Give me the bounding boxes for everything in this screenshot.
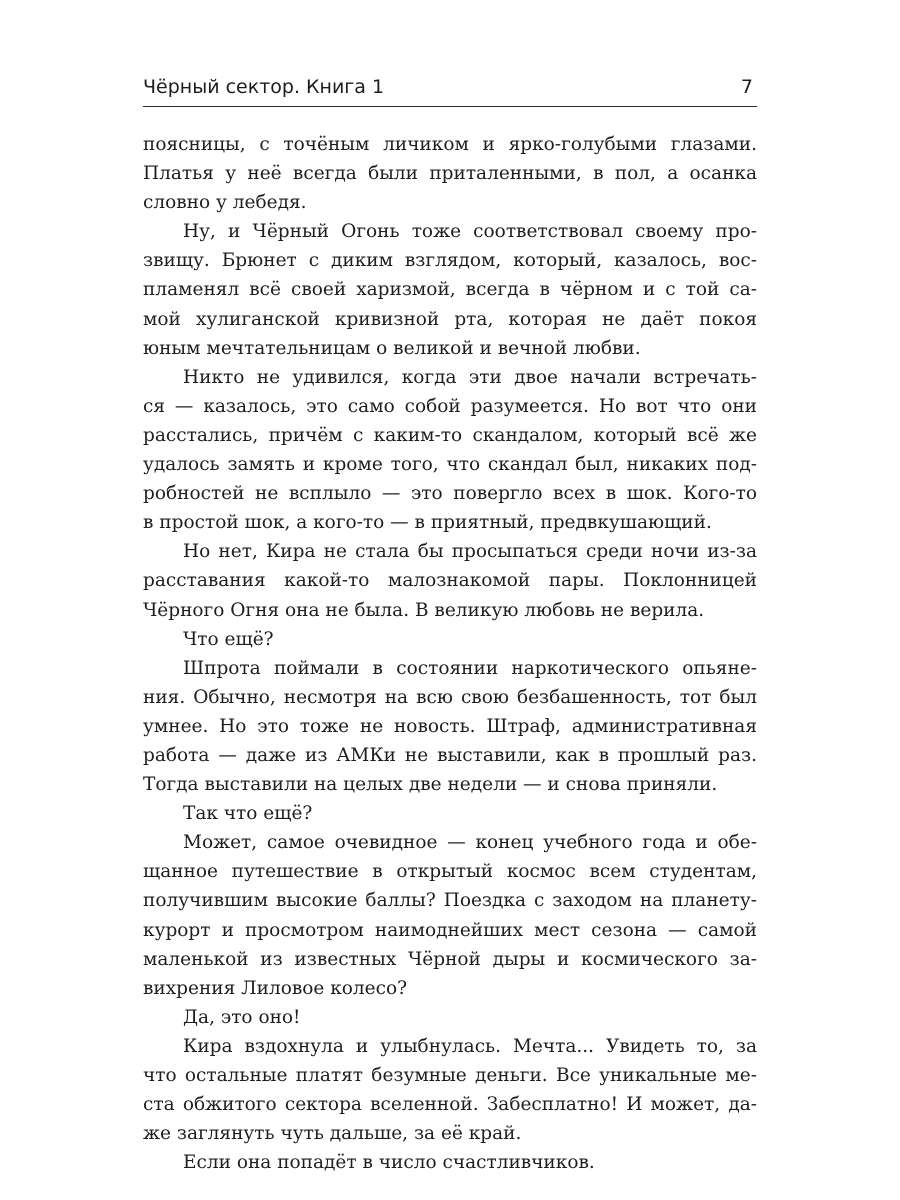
text-line: Тогда выставили на целых две недели — и снова приняли. <box>143 774 718 796</box>
text-line: щанное путешествие в открытый космос всем студентам, <box>143 861 757 883</box>
text-line: Шпрота поймали в состоянии наркотического опьяне- <box>183 657 757 679</box>
text-line: в простой шок, а кого-то — в приятный, предвкушающий. <box>143 512 712 534</box>
body-text <box>143 130 757 1177</box>
header-rule <box>143 106 757 107</box>
text-line: Чёрного Огня она не была. В великую любовь не верила. <box>143 599 705 621</box>
text-line: Никто не удивился, когда эти двое начали встречать- <box>183 366 757 388</box>
text-line: робностей не всплыло — это повергло всех в шок. Кого-то <box>143 483 757 505</box>
text-line: умнее. Но это тоже не новость. Штраф, административная <box>143 715 757 737</box>
text-line: Если она попадёт в число счастливчиков. <box>183 1152 595 1174</box>
text-line: вихрения Лиловое колесо? <box>143 977 408 999</box>
text-line: юным мечтательницам о великой и вечной любви. <box>143 337 641 359</box>
text-line: ста обжитого сектора вселенной. Забесплатно! И может, да- <box>143 1094 757 1116</box>
text-line: Кира вздохнула и улыбнулась. Мечта... Увидеть то, за <box>183 1035 757 1057</box>
text-line: Но нет, Кира не стала бы просыпаться среди ночи из-за <box>183 541 757 563</box>
text-line: ния. Обычно, несмотря на всю свою безбашенность, тот был <box>143 686 757 708</box>
running-head <box>143 74 757 104</box>
text-line: мой хулиганской кривизной рта, которая не даёт покоя <box>143 308 757 330</box>
text-line: удалось замять и кроме того, что скандал был, никаких под- <box>143 454 757 476</box>
text-line: Что ещё? <box>183 628 274 650</box>
text-line: расстались, причём с каким-то скандалом, который всё же <box>143 424 757 446</box>
text-line: ся — казалось, это само собой разумеется. Но вот что они <box>143 395 757 417</box>
text-line: Да, это оно! <box>183 1006 301 1028</box>
text-line: Может, самое очевидное — конец учебного года и обе- <box>183 832 757 854</box>
text-line: работа — даже из АМКи не выставили, как в прошлый раз. <box>143 744 757 766</box>
book-title: Чёрный сектор. Книга 1 <box>143 76 385 98</box>
text-line: курорт и просмотром наимоднейших мест сезона — самой <box>143 919 757 941</box>
page-number: 7 <box>740 76 753 98</box>
text-line: маленькой из известных Чёрной дыры и космического за- <box>143 948 757 970</box>
text-line: получившим высокие баллы? Поездка с заходом на планету- <box>143 890 757 912</box>
text-line: словно у лебедя. <box>143 192 307 214</box>
text-line: Так что ещё? <box>183 803 313 825</box>
text-line: что остальные платят безумные деньги. Все уникальные ме- <box>143 1065 757 1086</box>
text-line: поясницы, с точёным личиком и ярко-голубыми глазами. <box>143 134 757 155</box>
text-line: Платья у неё всегда были приталенными, в пол, а осанка <box>143 163 757 185</box>
text-line: расставания какой-то малознакомой пары. Поклонницей <box>143 570 757 592</box>
text-line: звищу. Брюнет с диким взглядом, который, казалось, вос- <box>143 250 757 272</box>
text-line: Ну, и Чёрный Огонь тоже соответствовал своему про- <box>183 221 757 243</box>
text-line: же заглянуть чуть дальше, за её край. <box>143 1123 522 1145</box>
text-line: пламенял всё своей харизмой, всегда в чёрном и с той са- <box>143 279 757 301</box>
